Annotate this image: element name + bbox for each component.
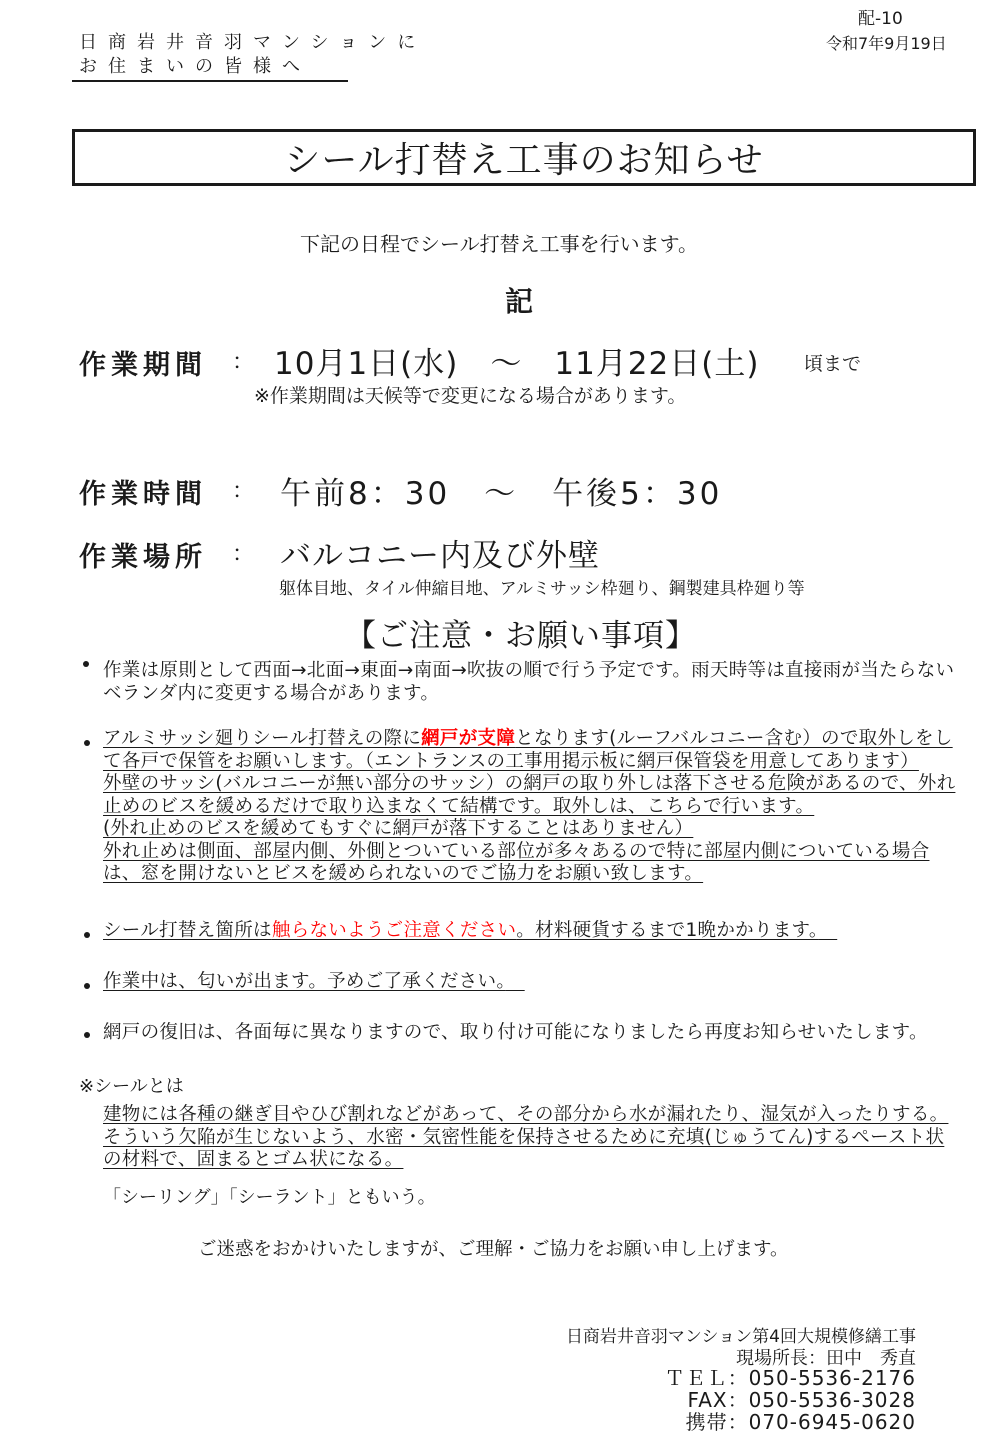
- intro-text: 下記の日程でシール打替え工事を行います。: [300, 232, 698, 256]
- bullet-dot: [84, 1032, 90, 1038]
- place-value: バルコニー内及び外壁: [280, 538, 600, 574]
- bullet-dot: [84, 932, 90, 938]
- period-colon: ：: [232, 350, 255, 375]
- period-suffix: 頃まで: [804, 353, 862, 375]
- period-label: 作業期間: [79, 350, 207, 381]
- place-colon: ：: [232, 542, 255, 567]
- notes-heading: 【ご注意・お願い事項】: [345, 618, 697, 654]
- screen-door-text-pre: アルミサッシ廻りシール打替えの際に: [103, 728, 422, 749]
- seal-label: ※シールとは: [79, 1076, 184, 1097]
- signature-manager: 現場所長：田中 秀直: [736, 1348, 916, 1369]
- place-detail: 躯体目地、タイル伸縮目地、アルミサッシ枠廻り、鋼製建具枠廻り等: [279, 579, 805, 599]
- addressee-line-1: 日商岩井音羽マンションに: [79, 32, 427, 53]
- seal-definition: [103, 1104, 961, 1172]
- screen-door-safety-note: (外れ止めのビスを緩めてもすぐに網戸が落下することはありません）: [103, 818, 694, 839]
- period-value: 10月1日(水) ～ 11月22日(土): [274, 346, 760, 382]
- bullet-dot: [84, 983, 90, 989]
- signature-fax: FAX：050-5536-3028: [687, 1388, 916, 1412]
- document-number: 配-10: [858, 9, 903, 29]
- screen-door-stopper-note: 外れ止めは側面、部屋内側、外側とついている部位が多々あるので特に部屋内側についている場合は、窓を開けないとビスを緩められないのでご協力をお願い致します。: [103, 840, 930, 884]
- do-not-touch-emphasis: 触らないようご注意ください: [271, 920, 517, 941]
- bullet-dot: [83, 661, 89, 667]
- screen-door-text-post: となります(ルーフバルコニー含む）ので取外しをして各戸で保管をお願いします。（エントランスの工事用掲示板に網戸保管袋を用意してあります）: [103, 728, 953, 772]
- seal-aka: 「シーリング」「シーラント」ともいう。: [103, 1187, 436, 1208]
- document-date: 令和7年9月19日: [826, 34, 947, 53]
- notice-title-box: [72, 129, 976, 186]
- screen-door-exterior-note: 外壁のサッシ(バルコニーが無い部分のサッシ）の網戸の取り外しは落下させる危険があるので、外れ止めのビスを緩めるだけで取り込まなくて結構です。取外しは、こちらで行います。: [103, 773, 956, 817]
- note-item-odor: [103, 971, 965, 994]
- ki-heading: 記: [505, 285, 534, 318]
- note-item-screen-door: [103, 728, 965, 886]
- hours-value: 午前8：30 ～ 午後5：30: [280, 476, 723, 512]
- seal-definition-text: 建物には各種の継ぎ目やひび割れなどがあって、その部分から水が漏れたり、湿気が入ったりする。そういう欠陥が生じないよう、水密・気密性能を保持させるために充填(じゅうてん)するペースト状の材料で、固まるとゴム状になる。: [103, 1104, 949, 1170]
- hours-label: 作業時間: [79, 479, 207, 510]
- addressee-line-2: お住まいの皆様へ: [79, 56, 311, 77]
- period-note: ※作業期間は天候等で変更になる場合があります。: [254, 385, 687, 407]
- screen-door-emphasis: 網戸が支障: [421, 728, 516, 749]
- note-item-do-not-touch: [103, 920, 965, 943]
- closing-message: ご迷惑をおかけいたしますが、ご理解・ご協力をお願い申し上げます。: [198, 1239, 789, 1260]
- place-label: 作業場所: [79, 542, 207, 573]
- signature-org: 日商岩井音羽マンション第4回大規模修繕工事: [565, 1327, 916, 1347]
- hours-colon: ：: [232, 479, 255, 504]
- odor-text: 作業中は、匂いが出ます。予めご了承ください。: [103, 971, 506, 992]
- addressee-underline: [72, 80, 348, 82]
- notice-title: シール打替え工事のお知らせ: [284, 140, 764, 181]
- signature-tel: ＴＥＬ：050-5536-2176: [664, 1366, 916, 1390]
- do-not-touch-post: 。材料硬貨するまで1晩かかります。: [516, 920, 819, 941]
- bullet-dot: [84, 740, 90, 746]
- note-item-order: 作業は原則として西面→北面→東面→南面→吹抜の順で行う予定です。雨天時等は直接雨が当たらないベランダ内に変更する場合があります。: [103, 660, 955, 704]
- do-not-touch-pre: シール打替え箇所は: [103, 920, 272, 941]
- note-item-restore: 網戸の復旧は、各面毎に異なりますので、取り付け可能になりましたら再度お知らせいたします。: [103, 1022, 928, 1043]
- signature-mobile: 携帯：070-6945-0620: [685, 1410, 916, 1434]
